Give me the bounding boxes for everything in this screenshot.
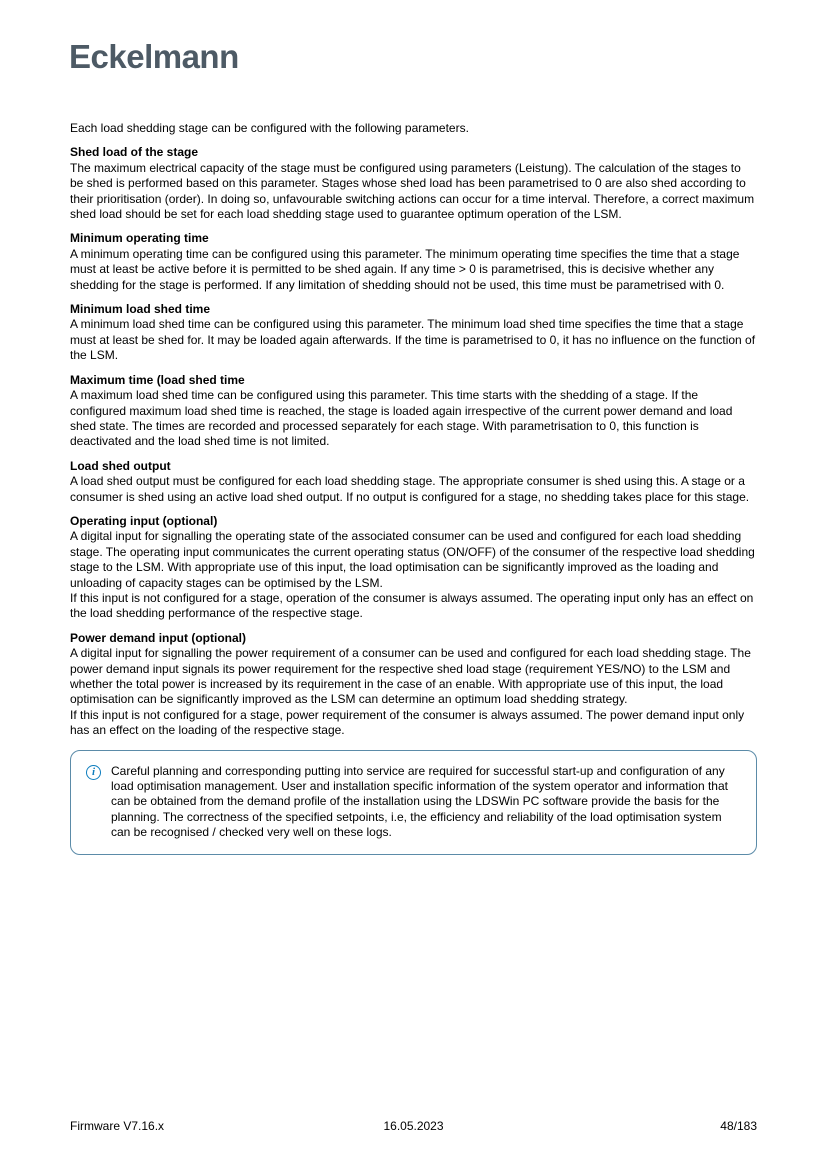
section-paragraph: A minimum load shed time can be configured using this parameter. The minimum load shed time specifies the time that a stage must at least be shed for. It may be loaded again afterwards. If the time is parametrised to 0, it has no influence on the function of the LSM. bbox=[70, 317, 756, 363]
page-content bbox=[70, 121, 757, 855]
section-paragraph: A digital input for signalling the power requirement of a consumer can be used and configured for each load shedding stage. The power demand input signals its power requirement for the respective shed load stage (requirement YES/NO) to the LSM and whether the total power is increased by its requirement in the case of an enable. With appropriate use of this input, the load optimisation can be significantly improved as the LSM can determine an optimum load shedding strategy. bbox=[70, 646, 751, 707]
page-footer bbox=[70, 1119, 757, 1134]
section-minimum-operating-time bbox=[70, 231, 757, 293]
section-paragraph: If this input is not configured for a stage, power requirement of the consumer is always assumed. The power demand input only has an effect on the loading of the respective stage. bbox=[70, 707, 745, 738]
footer-firmware-version: Firmware V7.16.x bbox=[70, 1119, 165, 1133]
section-load-shed-output bbox=[70, 459, 757, 505]
footer-date: 16.05.2023 bbox=[383, 1119, 444, 1133]
section-operating-input bbox=[70, 514, 757, 622]
company-logo: Eckelmann bbox=[69, 38, 239, 75]
footer-page-number: 48/183 bbox=[720, 1119, 757, 1133]
section-maximum-time bbox=[70, 373, 757, 450]
info-note-box bbox=[70, 750, 757, 855]
section-heading: Minimum operating time bbox=[70, 231, 209, 246]
section-heading: Maximum time (load shed time bbox=[70, 372, 245, 387]
section-paragraph: If this input is not configured for a stage, operation of the consumer is always assumed. The operating input only has an effect on the load shedding performance of the respective stage. bbox=[70, 590, 754, 621]
section-minimum-load-shed-time bbox=[70, 302, 757, 364]
section-paragraph: A maximum load shed time can be configured using this parameter. This time starts with the shedding of a stage. If the configured maximum load shed time is reached, the stage is loaded again irrespective of the current power demand and load shed state. The times are recorded and processed separately for each stage. With parametrisation to 0, this function is deactivated and the load shed time is not limited. bbox=[70, 388, 733, 449]
info-icon: i bbox=[86, 765, 101, 780]
section-paragraph: A minimum operating time can be configured using this parameter. The minimum operating time specifies the time that a stage must at least be active before it is permitted to be shed again. If any time > 0 is parametrised, this is decisive whether any shedding for the stage is performed. If any limitation of shedding should not be used, this time must be parametrised with 0. bbox=[70, 246, 740, 292]
section-paragraph: A load shed output must be configured for each load shedding stage. The appropriate consumer is shed using this. A stage or a consumer is shed using an active load shed output. If no output is configured for a stage, no shedding takes place for this stage. bbox=[70, 474, 750, 504]
section-heading: Minimum load shed time bbox=[70, 302, 211, 317]
section-paragraph: The maximum electrical capacity of the stage must be configured using parameters (Leistung). The calculation of the stages to be shed is performed based on this parameter. Stages whose shed load has been parametrised to 0 are also shed according to their prioritisation (order). In doing so, unfavourable switching actions can occur for a time interval. Therefore, a correct maximum shed load should be set for each load shedding stage used to guarantee optimum operation of the LSM. bbox=[70, 160, 755, 222]
intro-paragraph: Each load shedding stage can be configured with the following parameters. bbox=[70, 121, 469, 135]
section-paragraph: A digital input for signalling the operating state of the associated consumer can be used and configured for each load shedding stage. The operating input communicates the current operating status (ON/OFF) of the consumer of the respective load shedding stage to the LSM. With appropriate use of this input, the load optimisation can be significantly improved as the loading and unloading of capacity stages can be optimised by the LSM. bbox=[70, 529, 755, 590]
section-power-demand-input bbox=[70, 631, 757, 739]
section-shed-load bbox=[70, 145, 757, 222]
section-heading: Power demand input (optional) bbox=[70, 630, 246, 645]
note-text: Careful planning and corresponding putting into service are required for successful start-up and configuration of any load optimisation management. User and installation specific information of the system operator and information that can be obtained from the demand profile of the installation using the LDSWin PC software provide the basis for the planning. The correctness of the specified setpoints, i.e, the efficiency and reliability of the load optimisation system can be recognised / checked very well on these logs. bbox=[111, 763, 728, 840]
section-heading: Shed load of the stage bbox=[70, 145, 199, 160]
section-heading: Load shed output bbox=[70, 458, 171, 473]
section-heading: Operating input (optional) bbox=[70, 513, 218, 528]
